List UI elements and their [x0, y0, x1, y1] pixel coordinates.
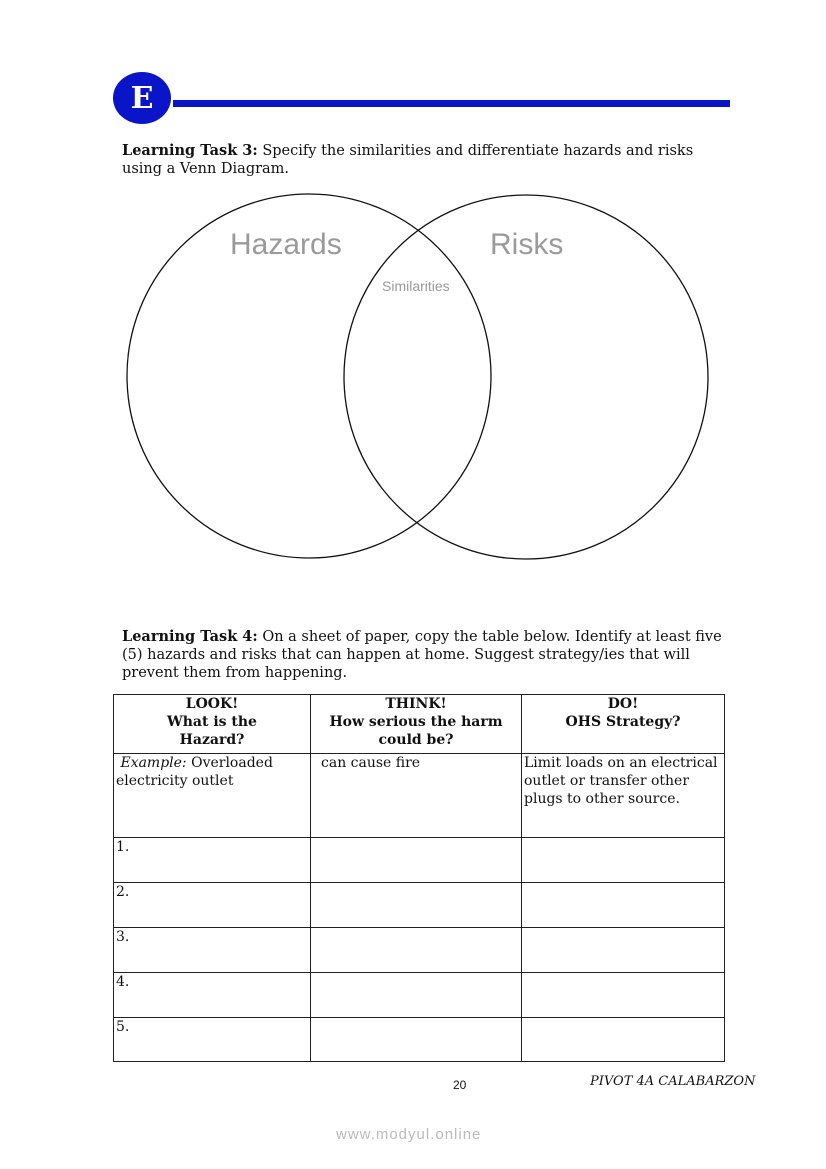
harm-cell[interactable]	[311, 928, 522, 973]
table-row-example	[114, 754, 725, 838]
header-look: LOOK! What is the Hazard?	[114, 695, 311, 754]
table-row	[114, 973, 725, 1018]
strategy-cell[interactable]	[522, 838, 725, 883]
table-row	[114, 928, 725, 973]
table-row	[114, 838, 725, 883]
venn-label-hazards: Hazards	[230, 228, 342, 261]
harm-cell[interactable]	[311, 973, 522, 1018]
row-number: 3.	[114, 928, 311, 973]
strategy-cell[interactable]	[522, 1018, 725, 1062]
task3-label: Learning Task 3:	[122, 142, 258, 159]
table-row	[114, 883, 725, 928]
harm-cell[interactable]	[311, 838, 522, 883]
strategy-cell[interactable]	[522, 928, 725, 973]
hazard-table	[113, 694, 725, 1062]
example-harm: can cause fire	[311, 754, 522, 838]
task4-label: Learning Task 4:	[122, 628, 258, 645]
example-strategy: Limit loads on an electrical outlet or transfer other plugs to other source.	[522, 754, 725, 838]
table-row	[114, 1018, 725, 1062]
harm-cell[interactable]	[311, 883, 522, 928]
table-header-row	[114, 695, 725, 754]
header-do: DO! OHS Strategy?	[522, 695, 725, 754]
venn-label-similarities: Similarities	[382, 278, 450, 294]
task4-instructions	[122, 628, 722, 682]
publisher-label: PIVOT 4A CALABARZON	[590, 1074, 756, 1089]
row-number: 4.	[114, 973, 311, 1018]
page-number: 20	[453, 1078, 467, 1092]
harm-cell[interactable]	[311, 1018, 522, 1062]
row-number: 2.	[114, 883, 311, 928]
strategy-cell[interactable]	[522, 883, 725, 928]
strategy-cell[interactable]	[522, 973, 725, 1018]
task3-text: Specify the similarities and differentiate hazards and risks using a Venn Diagram.	[122, 143, 694, 177]
row-number: 5.	[114, 1018, 311, 1062]
task4-text: On a sheet of paper, copy the table below. Identify at least five (5) hazards and risks that can happen at home. Suggest strategy/ies that will prevent them from happening.	[122, 629, 722, 681]
venn-label-risks: Risks	[490, 228, 564, 261]
header-think: THINK! How serious the harm could be?	[311, 695, 522, 754]
example-hazard: Example: Overloaded electricity outlet	[114, 754, 311, 838]
section-badge: E	[113, 72, 171, 124]
watermark: www.modyul.online	[336, 1126, 482, 1143]
row-number: 1.	[114, 838, 311, 883]
